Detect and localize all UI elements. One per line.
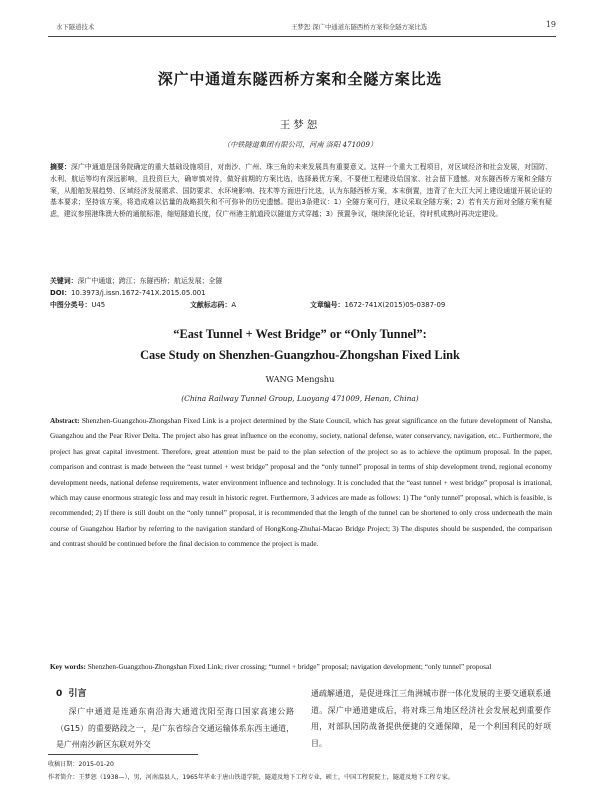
english-abstract <box>50 413 552 552</box>
chinese-keywords <box>50 275 552 285</box>
doc-code-field <box>190 299 236 309</box>
english-abstract-text: Shenzhen-Guangzhou-Zhongshan Fixed Link is a project determined by the State Council, which has great significance on the future development of Nansha, Guangzhou and the Pear River Delta. The project also has great influence on the economy, society, national defense, water conservancy, navigation, etc.. Furthermore, the project has great capital investment. Therefore, great attention must be paid to the plan selection of the project so as to achieve the optimum proposal. In the paper, comparison and contrast is made between the “east tunnel + west bridge” proposal and the “only tunnel” proposal in terms of ship development trend, regional economy development needs, national defense requirements, water environment influence and technology. It is concluded that the “east tunnel + west bridge” proposal is irrational, which may cause enormous strategic loss and may result in historic regret. Furthermore, 3 advices are made as follows: 1) The “only tunnel” proposal, which is feasible, is recommended; 2) If there is still doubt on the “only tunnel” proposal, it is recommended that the length of the tunnel can be shortened to only cross underneath the main course of Guangzhou Harbor by referring to the navigation standard of HongKong-Zhuhai-Macao Bridge Project; 3) The disputes should be suspended, the comparison and contrast should be continued before the final decision to commence the project is made. <box>50 416 553 549</box>
chinese-abstract-text: 深广中通道是国务院确定的重大基础设施项目，对南沙、广州、珠三角的未来发展具有重要意义。这样一个重大工程项目，对区域经济和社会发展，对国防、水利、航运等均有深远影响，且投资巨大，确审慎对待，做好前期的方案比选，选择最优方案，不要使工程建设给国家、社会留下遗憾。对东隧西桥方案和全隧方案，从船舶发展趋势、区域经济发展需求、国防要求、水环境影响、技术等方面进行比选，认为东隧西桥方案，本末倒置，违背了在大江大河上建设通道开展论证的基本要求；坚持该方案，将造成难以估量的战略损失和不可弥补的历史遗憾。提出3条建议：1）全隧方案可行，建议采取全隧方案；2）若有关方面对全隧方案有疑虑，建议参照港珠澳大桥的通航标准，缩短隧道长度，仅广州港主航道段以隧道方式穿越；3）预置争议，继续深化论证，待时机成熟时再决定建设。 <box>50 163 552 219</box>
footnote-received: 收稿日期：2015-01-20 <box>48 761 114 768</box>
footnote-rule <box>48 754 198 755</box>
english-keywords-text: Shenzhen-Guangzhou-Zhongshan Fixed Link; river crossing; “tunnel + bridge” proposal; navigation development; “only tunnel” proposal <box>87 662 492 671</box>
english-author: WANG Mengshu <box>265 374 335 384</box>
chinese-author: 王梦恕 <box>279 119 321 131</box>
chinese-affiliation: （中铁隧道集团有限公司，河南 洛阳 471009） <box>222 140 378 149</box>
english-abstract-label: Abstract: <box>50 416 80 425</box>
chinese-title: 深广中通道东隧西桥方案和全隧方案比选 <box>157 70 443 88</box>
section-number: 0 <box>56 689 63 699</box>
english-title-line1: “East Tunnel + West Bridge” or “Only Tunnel”: <box>173 327 427 341</box>
clc-label: 中图分类号： <box>50 301 92 309</box>
running-header <box>56 20 556 34</box>
doi-line <box>50 287 206 297</box>
clc-field <box>50 299 105 309</box>
doi-label: DOI： <box>50 289 72 297</box>
article-number-label: 文章编号： <box>310 301 345 309</box>
english-keywords <box>50 659 552 674</box>
english-keywords-label: Key words: <box>50 662 86 671</box>
section-title: 引言 <box>68 689 87 699</box>
chinese-abstract <box>50 162 552 221</box>
english-title <box>0 324 600 366</box>
section-heading <box>56 686 87 699</box>
running-title: 王梦恕 深广中通道东隧西桥方案和全隧方案比选 <box>291 23 428 31</box>
article-number-field <box>310 299 445 309</box>
header-rule <box>48 36 556 37</box>
doc-code-label: 文献标志码： <box>190 301 232 309</box>
chinese-keywords-text: 深广中通道；跨江；东隧西桥；航运发展；全隧 <box>77 277 223 285</box>
clc-value: U45 <box>91 301 106 309</box>
english-affiliation: (China Railway Tunnel Group, Luoyang 471009, Henan, China) <box>181 394 419 403</box>
page-number: 19 <box>545 20 556 29</box>
doi-value: 10.3973/j.issn.1672-741X.2015.05.001 <box>71 289 206 297</box>
english-title-line2: Case Study on Shenzhen-Guangzhou-Zhongshan Fixed Link <box>140 348 460 362</box>
article-number-value: 1672-741X(2015)05-0387-09 <box>344 301 446 309</box>
body-left-column: 深广中通道是连通东南沿海大通道沈阳至海口国家高速公路（G15）的重要路段之一，是广东省综合交通运输体系东西主通道，是广州南沙新区东联对外交 <box>56 707 294 750</box>
journal-name: 水下隧道技术 <box>56 23 95 31</box>
doc-code-value: A <box>231 301 237 309</box>
footnote-author-info: 作者简介：王梦恕（1938—），男，河南温县人，1965年毕业于唐山铁道学院，隧道及地下工程专业，硕士，中国工程院院士，隧道及地下工程专家。 <box>48 774 454 781</box>
chinese-keywords-label: 关键词： <box>50 277 78 285</box>
body-right-column: 通疏解通道，是促进珠江三角洲城市群一体化发展的主要交通联系通道。深广中通道建成后，将对珠三角地区经济社会发展起到重要作用，对部队国防战备提供便捷的交通保障，是一个利国利民的好项目。 <box>311 689 551 748</box>
chinese-abstract-label: 摘要： <box>50 163 71 171</box>
